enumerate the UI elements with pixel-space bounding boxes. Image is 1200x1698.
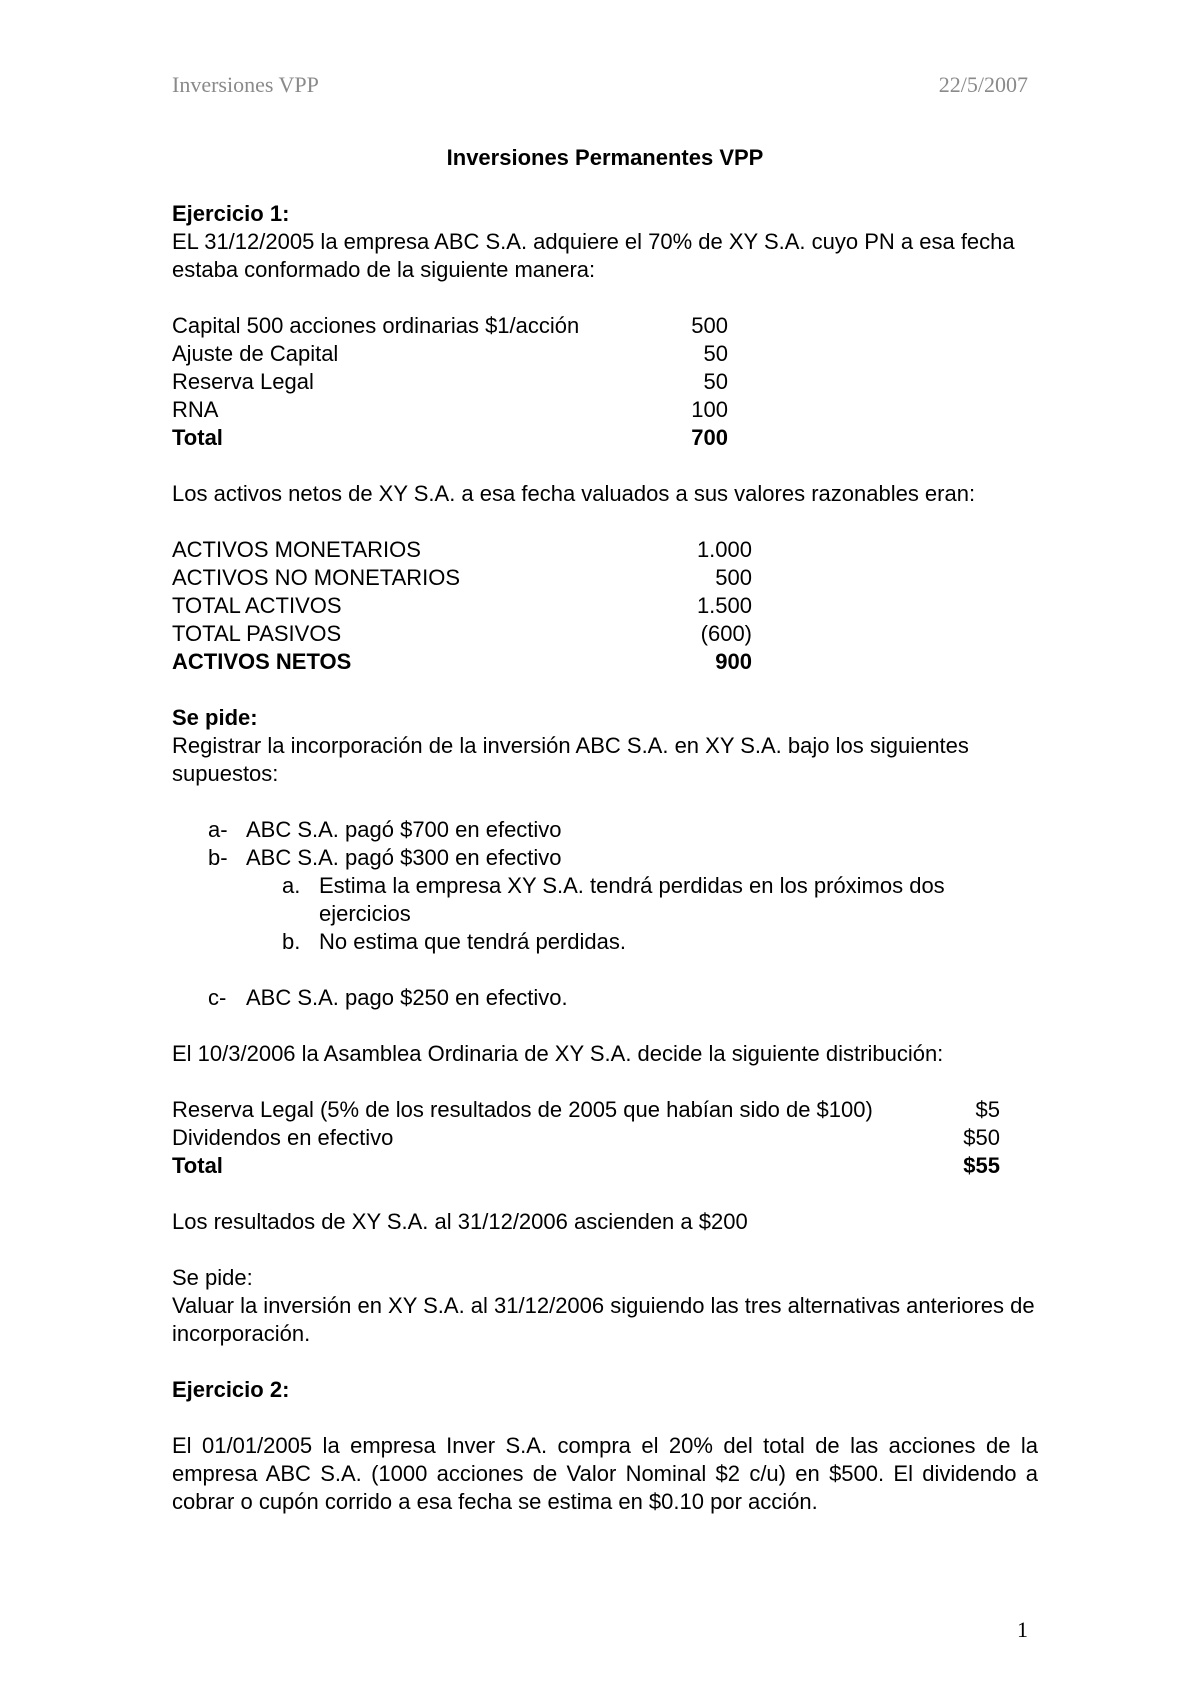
- table-row: [172, 620, 1038, 648]
- total-value: $55: [963, 1153, 1000, 1178]
- row-label: ACTIVOS MONETARIOS: [172, 537, 421, 562]
- list-text: ABC S.A. pago $250 en efectivo.: [246, 985, 568, 1010]
- page-number: 1: [1017, 1617, 1028, 1642]
- asamblea-text: El 10/3/2006 la Asamblea Ordinaria de XY S.A. decide la siguiente distribución:: [172, 1041, 944, 1066]
- activos-intro: Los activos netos de XY S.A. a esa fecha valuados a sus valores razonables eran:: [172, 481, 976, 506]
- row-value: 50: [703, 369, 728, 394]
- row-label: RNA: [172, 397, 219, 422]
- ej1-heading: Ejercicio 1:: [172, 201, 290, 226]
- row-value: $50: [963, 1125, 1000, 1150]
- se-pide2-heading: Se pide:: [172, 1265, 253, 1290]
- resultados-text: Los resultados de XY S.A. al 31/12/2006 ascienden a $200: [172, 1209, 748, 1234]
- list-marker: b-: [208, 845, 228, 870]
- row-label: TOTAL PASIVOS: [172, 621, 342, 646]
- table-row: [172, 1096, 1038, 1124]
- se-pide-text: Registrar la incorporación de la inversión ABC S.A. en XY S.A. bajo los siguientes supuestos:: [172, 733, 969, 786]
- activos-table: [172, 536, 1038, 676]
- ej2-text: El 01/01/2005 la empresa Inver S.A. compra el 20% del total de las acciones de la empresa ABC S.A. (1000 acciones de Valor Nominal $2 c/u) en $500. El dividendo a cobrar o cupón corrido a esa fecha se estima en $0.10 por acción.: [172, 1433, 1038, 1514]
- list-text: ABC S.A. pagó $300 en efectivo: [246, 845, 562, 870]
- page-title: Inversiones Permanentes VPP: [446, 145, 764, 170]
- table-row: [172, 340, 1038, 368]
- list-marker: b.: [282, 929, 301, 954]
- list-marker: a-: [208, 817, 228, 842]
- list-text: No estima que tendrá perdidas.: [319, 929, 626, 954]
- table-row: [172, 564, 1038, 592]
- row-label: Reserva Legal: [172, 369, 314, 394]
- total-value: 700: [691, 425, 728, 450]
- row-value: 500: [715, 565, 752, 590]
- table-row: [172, 536, 1038, 564]
- row-label: ACTIVOS NO MONETARIOS: [172, 565, 461, 590]
- total-label: Total: [172, 1153, 223, 1178]
- table-row: [172, 312, 1038, 340]
- row-label: TOTAL ACTIVOS: [172, 593, 342, 618]
- distribucion-table: [172, 1096, 1038, 1180]
- row-value: 1.500: [696, 593, 752, 618]
- table-row: [172, 1124, 1038, 1152]
- list-marker: c-: [208, 985, 227, 1010]
- table-total-row: [172, 1152, 1038, 1180]
- se-pide-heading: Se pide:: [172, 705, 258, 730]
- list-text: ABC S.A. pagó $700 en efectivo: [246, 817, 562, 842]
- row-value: 100: [691, 397, 728, 422]
- header-left: Inversiones VPP: [172, 72, 319, 97]
- table-total-row: [172, 424, 1038, 452]
- row-label: Dividendos en efectivo: [172, 1125, 394, 1150]
- list-item: [172, 984, 1038, 1012]
- row-value: $5: [975, 1097, 1000, 1122]
- total-label: ACTIVOS NETOS: [172, 649, 352, 674]
- row-value: 50: [703, 341, 728, 366]
- row-value: 500: [691, 313, 728, 338]
- se-pide2-text: Valuar la inversión en XY S.A. al 31/12/2006 siguiendo las tres alternativas anteriores de incorporación.: [172, 1293, 1035, 1346]
- sub-list-item: [172, 872, 1038, 928]
- header-date: 22/5/2007: [938, 72, 1028, 97]
- supuestos-list: [172, 816, 1038, 1012]
- ej2-heading: Ejercicio 2:: [172, 1377, 290, 1402]
- list-item: [172, 844, 1038, 872]
- table-row: [172, 396, 1038, 424]
- ej1-intro: EL 31/12/2005 la empresa ABC S.A. adquiere el 70% de XY S.A. cuyo PN a esa fecha estaba conformado de la siguiente manera:: [172, 229, 1015, 282]
- sub-list-item: [172, 928, 1038, 956]
- table-total-row: [172, 648, 1038, 676]
- pn-table: [172, 312, 1038, 452]
- row-label: Reserva Legal (5% de los resultados de 2005 que habían sido de $100): [172, 1097, 873, 1122]
- list-marker: a.: [282, 873, 301, 898]
- list-item: [172, 816, 1038, 844]
- row-label: Capital 500 acciones ordinarias $1/acción: [172, 313, 580, 338]
- total-value: 900: [715, 649, 752, 674]
- table-row: [172, 592, 1038, 620]
- row-label: Ajuste de Capital: [172, 341, 339, 366]
- row-value: (600): [700, 621, 752, 646]
- row-value: 1.000: [696, 537, 752, 562]
- list-text: Estima la empresa XY S.A. tendrá perdidas en los próximos dos ejercicios: [319, 873, 945, 926]
- table-row: [172, 368, 1038, 396]
- document-body: [172, 144, 1038, 1516]
- total-label: Total: [172, 425, 223, 450]
